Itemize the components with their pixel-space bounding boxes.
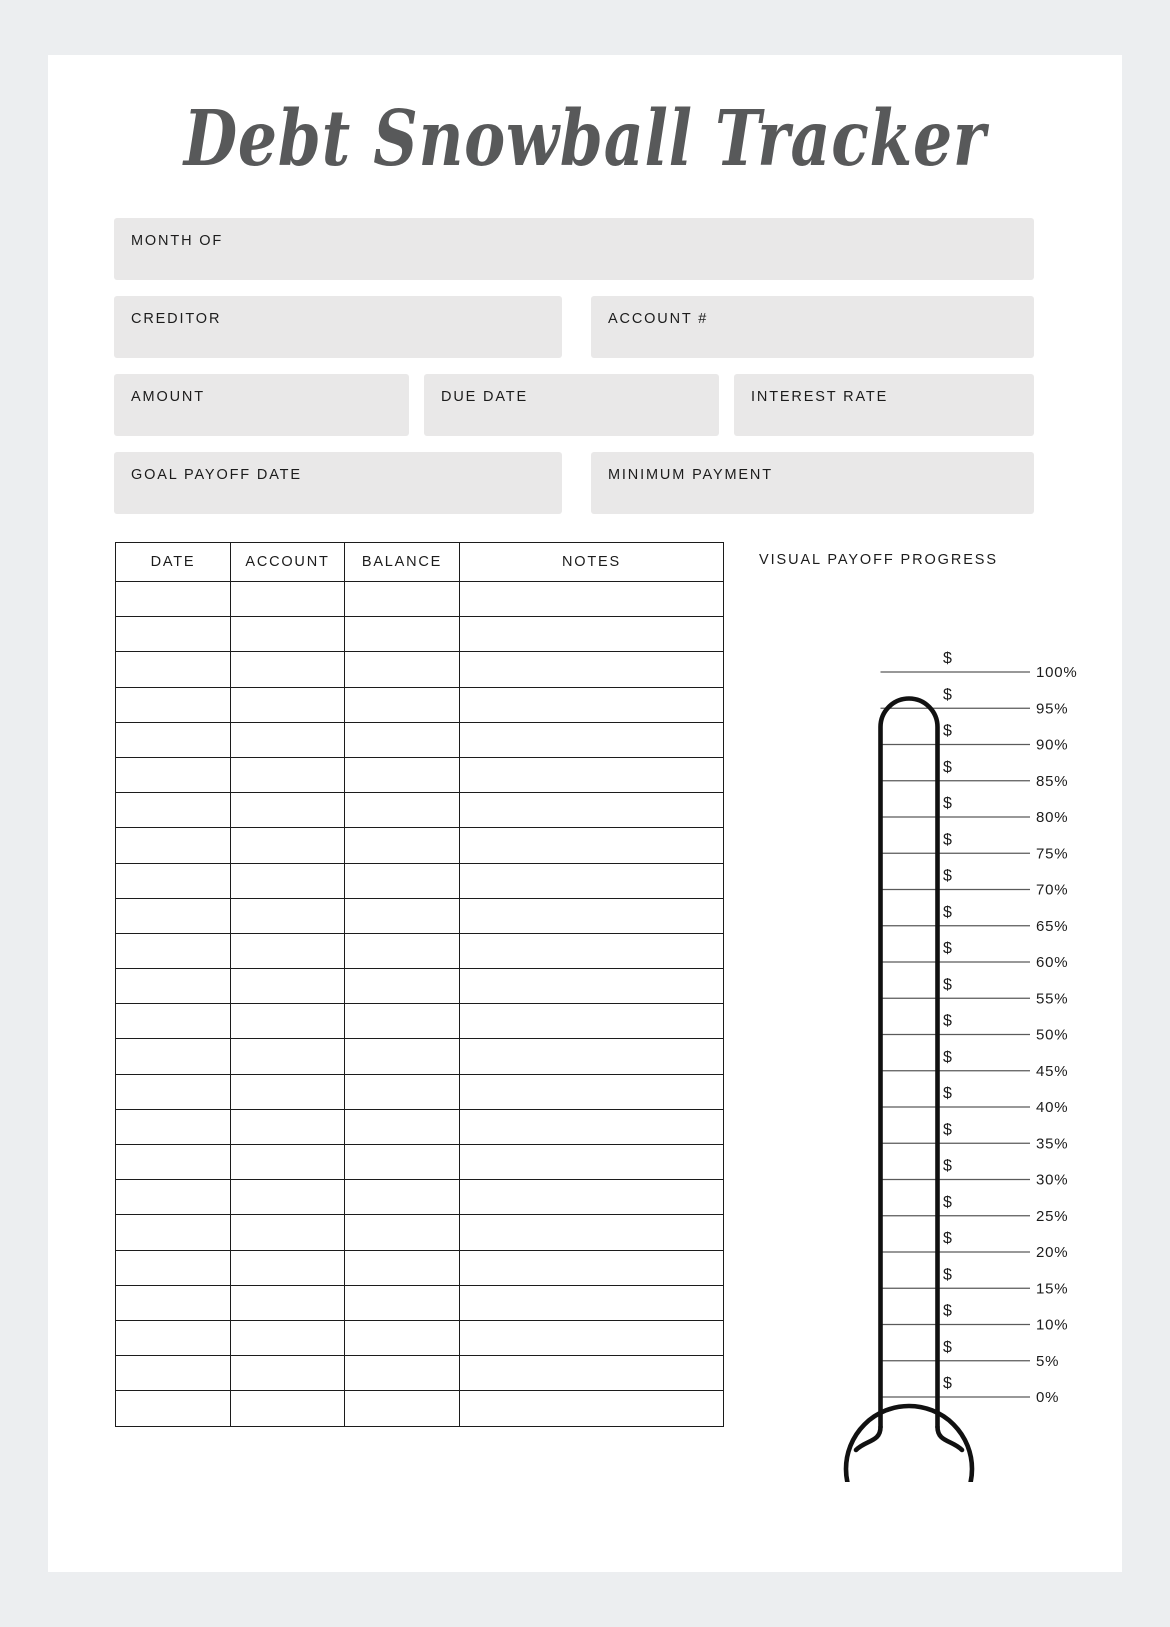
cell-date[interactable] <box>116 1180 231 1215</box>
column-header-account: ACCOUNT <box>231 543 345 582</box>
table-body <box>116 582 724 1427</box>
cell-notes[interactable] <box>460 1320 724 1355</box>
thermometer-percent-label: 65% <box>1036 917 1069 935</box>
field-label-minimum-payment: MINIMUM PAYMENT <box>608 467 773 483</box>
cell-notes[interactable] <box>460 1145 724 1180</box>
cell-account[interactable] <box>231 933 345 968</box>
thermometer-ticks <box>881 672 1031 1397</box>
table-row <box>116 722 724 757</box>
cell-balance[interactable] <box>345 793 460 828</box>
cell-balance[interactable] <box>345 1250 460 1285</box>
cell-account[interactable] <box>231 1250 345 1285</box>
field-minimum-payment[interactable] <box>591 452 1034 514</box>
column-header-notes: NOTES <box>460 543 724 582</box>
cell-balance[interactable] <box>345 863 460 898</box>
thermometer-percent-label: 20% <box>1036 1244 1069 1261</box>
table-row <box>116 652 724 687</box>
table-row <box>116 933 724 968</box>
thermometer-percent-label: 90% <box>1036 736 1069 754</box>
field-label-account-number: ACCOUNT # <box>608 311 709 327</box>
field-goal-payoff-date[interactable] <box>114 452 562 514</box>
cell-date[interactable] <box>116 969 231 1004</box>
cell-date[interactable] <box>116 1109 231 1144</box>
table-row <box>116 793 724 828</box>
cell-balance[interactable] <box>345 1285 460 1320</box>
thermometer-amount-slot[interactable]: $ <box>943 722 952 740</box>
table-row <box>116 1320 724 1355</box>
table-row <box>116 1285 724 1320</box>
cell-date[interactable] <box>116 687 231 722</box>
cell-date[interactable] <box>116 1039 231 1074</box>
cell-notes[interactable] <box>460 793 724 828</box>
cell-balance[interactable] <box>345 652 460 687</box>
thermometer-percent-label: 35% <box>1036 1135 1069 1153</box>
cell-account[interactable] <box>231 1145 345 1180</box>
cell-balance[interactable] <box>345 757 460 792</box>
field-label-due-date: DUE DATE <box>441 389 529 405</box>
worksheet-page <box>48 55 1122 1572</box>
thermometer-percent-label: 50% <box>1036 1026 1069 1044</box>
cell-date[interactable] <box>116 1320 231 1355</box>
thermometer-amount-slot[interactable]: $ <box>943 903 952 921</box>
cell-date[interactable] <box>116 1250 231 1285</box>
thermometer-percent-label: 100% <box>1036 664 1078 681</box>
field-label-creditor: CREDITOR <box>131 311 222 327</box>
field-label-goal-payoff-date: GOAL PAYOFF DATE <box>131 467 302 483</box>
field-creditor[interactable] <box>114 296 562 358</box>
cell-date[interactable] <box>116 617 231 652</box>
cell-balance[interactable] <box>345 969 460 1004</box>
cell-notes[interactable] <box>460 1250 724 1285</box>
thermometer-percent-label: 45% <box>1036 1062 1069 1080</box>
cell-date[interactable] <box>116 828 231 863</box>
table-row <box>116 1180 724 1215</box>
cell-date[interactable] <box>116 1215 231 1250</box>
cell-balance[interactable] <box>345 1145 460 1180</box>
cell-balance[interactable] <box>345 1320 460 1355</box>
cell-account[interactable] <box>231 652 345 687</box>
table-row <box>116 582 724 617</box>
cell-account[interactable] <box>231 1285 345 1320</box>
cell-date[interactable] <box>116 1391 231 1426</box>
thermometer-percent-label: 25% <box>1036 1207 1069 1225</box>
cell-account[interactable] <box>231 898 345 933</box>
cell-notes[interactable] <box>460 1039 724 1074</box>
table-row <box>116 757 724 792</box>
thermometer-percent-label: 80% <box>1036 809 1069 826</box>
thermometer-percent-label: 60% <box>1036 954 1069 971</box>
table-row <box>116 828 724 863</box>
thermometer-percent-label: 85% <box>1036 772 1069 790</box>
thermometer-amount-slot[interactable]: $ <box>943 650 952 667</box>
cell-notes[interactable] <box>460 1285 724 1320</box>
cell-date[interactable] <box>116 1074 231 1109</box>
cell-balance[interactable] <box>345 582 460 617</box>
table-row <box>116 1109 724 1144</box>
cell-date[interactable] <box>116 1004 231 1039</box>
cell-account[interactable] <box>231 828 345 863</box>
thermometer-amount-slot[interactable]: $ <box>943 831 952 849</box>
table-row <box>116 969 724 1004</box>
cell-notes[interactable] <box>460 1391 724 1426</box>
column-header-balance: BALANCE <box>345 543 460 582</box>
cell-notes[interactable] <box>460 652 724 687</box>
cell-account[interactable] <box>231 863 345 898</box>
thermometer-amount-slot[interactable]: $ <box>943 1048 952 1066</box>
thermometer-labels <box>943 650 1078 1406</box>
thermometer-amount-slot[interactable]: $ <box>943 1012 952 1030</box>
thermometer-amount-slot[interactable]: $ <box>943 867 952 885</box>
cell-notes[interactable] <box>460 828 724 863</box>
cell-balance[interactable] <box>345 898 460 933</box>
cell-notes[interactable] <box>460 898 724 933</box>
table-row <box>116 1039 724 1074</box>
thermometer-amount-slot[interactable]: $ <box>943 1266 952 1284</box>
cell-date[interactable] <box>116 793 231 828</box>
thermometer-amount-slot[interactable]: $ <box>943 795 952 812</box>
cell-account[interactable] <box>231 793 345 828</box>
thermometer-graphic[interactable] <box>723 542 1122 1482</box>
thermometer-tube-outline <box>881 699 938 1428</box>
table-row <box>116 898 724 933</box>
cell-balance[interactable] <box>345 1074 460 1109</box>
cell-notes[interactable] <box>460 1180 724 1215</box>
visual-payoff-progress <box>723 542 1122 1482</box>
table-row <box>116 1250 724 1285</box>
cell-date[interactable] <box>116 757 231 792</box>
cell-balance[interactable] <box>345 1356 460 1391</box>
cell-notes[interactable] <box>460 582 724 617</box>
table-header-row <box>116 543 724 582</box>
cell-balance[interactable] <box>345 1180 460 1215</box>
cell-balance[interactable] <box>345 933 460 968</box>
cell-balance[interactable] <box>345 1391 460 1426</box>
thermometer-amount-slot[interactable]: $ <box>943 1157 952 1175</box>
cell-balance[interactable] <box>345 722 460 757</box>
thermometer-amount-slot[interactable]: $ <box>943 1085 952 1102</box>
table-row <box>116 863 724 898</box>
cell-notes[interactable] <box>460 1356 724 1391</box>
cell-account[interactable] <box>231 1356 345 1391</box>
cell-balance[interactable] <box>345 1109 460 1144</box>
bulb-tube-joint-mask <box>883 1422 935 1442</box>
cell-notes[interactable] <box>460 722 724 757</box>
thermometer-percent-label: 5% <box>1036 1352 1060 1370</box>
cell-notes[interactable] <box>460 687 724 722</box>
thermometer-amount-slot[interactable]: $ <box>943 1302 952 1320</box>
thermometer-amount-slot[interactable]: $ <box>943 1121 952 1139</box>
cell-account[interactable] <box>231 687 345 722</box>
table-row <box>116 617 724 652</box>
thermometer-percent-label: 30% <box>1036 1171 1069 1189</box>
thermometer-amount-slot[interactable]: $ <box>943 758 952 776</box>
thermometer-amount-slot[interactable]: $ <box>943 1375 952 1392</box>
table-row <box>116 1356 724 1391</box>
table-row <box>116 1004 724 1039</box>
field-label-interest-rate: INTEREST RATE <box>751 389 889 405</box>
table-row <box>116 1145 724 1180</box>
cell-account[interactable] <box>231 617 345 652</box>
cell-notes[interactable] <box>460 1004 724 1039</box>
cell-notes[interactable] <box>460 617 724 652</box>
cell-date[interactable] <box>116 1356 231 1391</box>
cell-date[interactable] <box>116 1285 231 1320</box>
field-label-month-of: MONTH OF <box>131 233 224 249</box>
cell-date[interactable] <box>116 722 231 757</box>
cell-notes[interactable] <box>460 1109 724 1144</box>
cell-balance[interactable] <box>345 617 460 652</box>
thermometer-amount-slot[interactable]: $ <box>943 940 952 957</box>
cell-account[interactable] <box>231 1004 345 1039</box>
payment-ledger-table <box>115 542 724 1427</box>
cell-balance[interactable] <box>345 828 460 863</box>
cell-account[interactable] <box>231 722 345 757</box>
table-row <box>116 1215 724 1250</box>
cell-account[interactable] <box>231 1320 345 1355</box>
thermometer-percent-label: 0% <box>1036 1389 1060 1406</box>
cell-account[interactable] <box>231 1039 345 1074</box>
cell-balance[interactable] <box>345 687 460 722</box>
cell-date[interactable] <box>116 898 231 933</box>
thermometer-heading: VISUAL PAYOFF PROGRESS <box>759 552 998 568</box>
cell-balance[interactable] <box>345 1004 460 1039</box>
thermometer-amount-slot[interactable]: $ <box>943 1230 952 1247</box>
page-title: Debt Snowball Tracker <box>183 94 987 184</box>
thermometer-amount-slot[interactable]: $ <box>943 686 952 704</box>
cell-notes[interactable] <box>460 1074 724 1109</box>
thermometer-percent-label: 55% <box>1036 990 1069 1008</box>
cell-account[interactable] <box>231 1074 345 1109</box>
cell-account[interactable] <box>231 1215 345 1250</box>
cell-notes[interactable] <box>460 1215 724 1250</box>
cell-notes[interactable] <box>460 969 724 1004</box>
cell-date[interactable] <box>116 1145 231 1180</box>
table-row <box>116 687 724 722</box>
thermometer-amount-slot[interactable]: $ <box>943 1193 952 1211</box>
field-amount[interactable] <box>114 374 409 436</box>
thermometer-percent-label: 10% <box>1036 1316 1069 1334</box>
thermometer-percent-label: 40% <box>1036 1099 1069 1116</box>
field-interest-rate[interactable] <box>734 374 1034 436</box>
column-header-date: DATE <box>116 543 231 582</box>
field-account-number[interactable] <box>591 296 1034 358</box>
cell-notes[interactable] <box>460 863 724 898</box>
cell-account[interactable] <box>231 757 345 792</box>
cell-date[interactable] <box>116 652 231 687</box>
cell-account[interactable] <box>231 1391 345 1426</box>
cell-account[interactable] <box>231 1180 345 1215</box>
cell-account[interactable] <box>231 1109 345 1144</box>
field-due-date[interactable] <box>424 374 719 436</box>
field-month-of[interactable] <box>114 218 1034 280</box>
thermometer-percent-label: 75% <box>1036 845 1069 863</box>
cell-notes[interactable] <box>460 933 724 968</box>
table-row <box>116 1391 724 1426</box>
cell-date[interactable] <box>116 933 231 968</box>
cell-account[interactable] <box>231 969 345 1004</box>
thermometer-percent-label: 95% <box>1036 700 1069 718</box>
thermometer-amount-slot[interactable]: $ <box>943 976 952 994</box>
cell-balance[interactable] <box>345 1215 460 1250</box>
cell-date[interactable] <box>116 863 231 898</box>
field-label-amount: AMOUNT <box>131 389 205 405</box>
thermometer-percent-label: 70% <box>1036 881 1069 899</box>
cell-balance[interactable] <box>345 1039 460 1074</box>
thermometer-percent-label: 15% <box>1036 1280 1069 1298</box>
cell-account[interactable] <box>231 582 345 617</box>
cell-notes[interactable] <box>460 757 724 792</box>
cell-date[interactable] <box>116 582 231 617</box>
thermometer-amount-slot[interactable]: $ <box>943 1338 952 1356</box>
table-row <box>116 1074 724 1109</box>
